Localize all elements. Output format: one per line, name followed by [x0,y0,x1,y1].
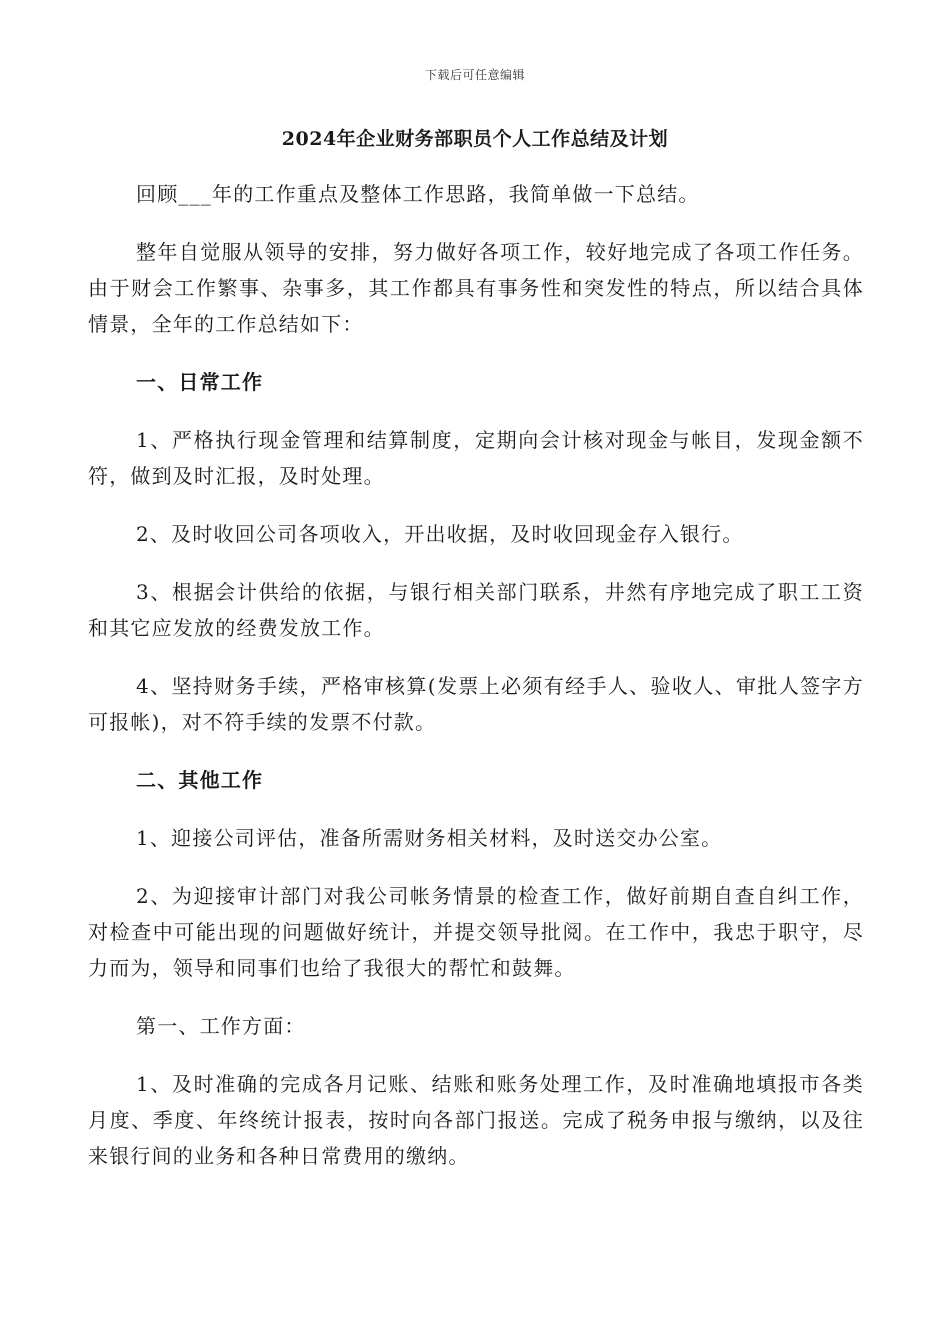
section-heading: 一、日常工作 [136,370,264,394]
paragraph: 1、严格执行现金管理和结算制度，定期向会计核对现金与帐目，发现金额不符，做到及时汇报，及时处理。 [88,428,864,488]
section-heading: 二、其他工作 [136,768,264,792]
paragraph: 3、根据会计供给的依据，与银行相关部门联系，井然有序地完成了职工工资和其它应发放的经费发放工作。 [88,580,864,640]
document-title: 2024年企业财务部职员个人工作总结及计划 [281,128,669,150]
paragraph: 整年自觉服从领导的安排，努力做好各项工作，较好地完成了各项工作任务。由于财会工作繁事、杂事多，其工作都具有事务性和突发性的特点，所以结合具体情景，全年的工作总结如下： [88,240,864,336]
header-note: 下载后可任意编辑 [424,68,525,82]
paragraph: 1、迎接公司评估，准备所需财务相关材料，及时送交办公室。 [136,826,723,850]
paragraph: 4、坚持财务手续，严格审核算(发票上必须有经手人、验收人、审批人签字方可报帐)，对不符手续的发票不付款。 [88,674,864,734]
paragraph: 第一、工作方面： [136,1014,306,1038]
paragraph: 1、及时准确的完成各月记账、结账和账务处理工作，及时准确地填报市各类月度、季度、年终统计报表，按时向各部门报送。完成了税务申报与缴纳，以及往来银行间的业务和各种日常费用的缴纳。 [88,1072,864,1168]
paragraph: 2、为迎接审计部门对我公司帐务情景的检查工作，做好前期自查自纠工作，对检查中可能出现的问题做好统计，并提交领导批阅。在工作中，我忠于职守，尽力而为，领导和同事们也给了我很大的帮忙和鼓舞。 [88,884,864,980]
paragraph: 回顾___年的工作重点及整体工作思路，我简单做一下总结。 [136,182,700,206]
paragraph: 2、及时收回公司各项收入，开出收据，及时收回现金存入银行。 [136,522,744,546]
document-body [88,176,864,1196]
